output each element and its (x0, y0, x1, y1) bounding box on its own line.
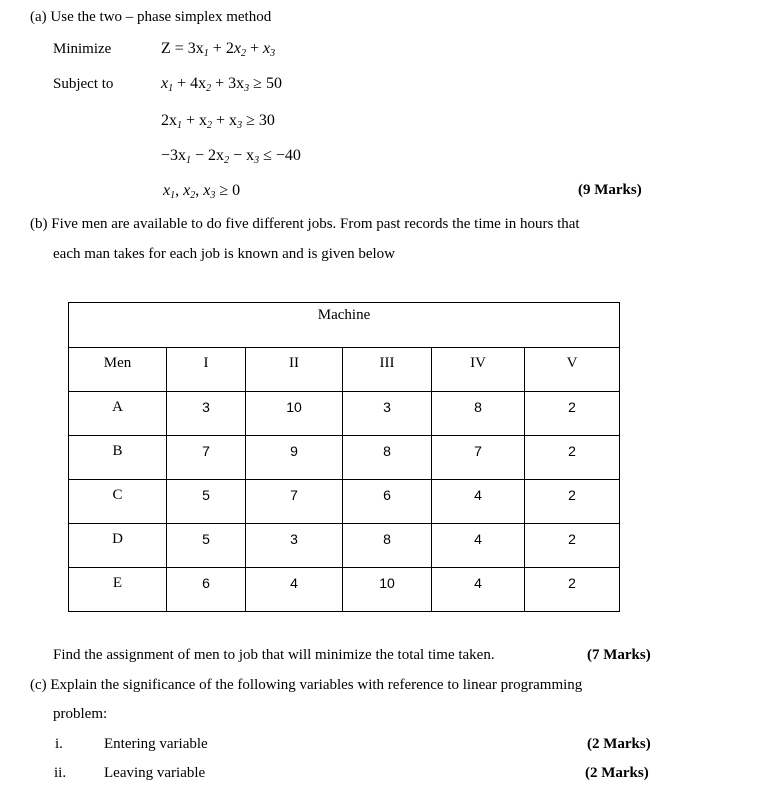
table-cell: 4 (432, 480, 525, 524)
constraint-2: $2x_1 + x_2 + x_3 \ge 30$ (161, 112, 275, 131)
item-number: ii. (54, 765, 67, 781)
header-men: Men (69, 348, 167, 392)
table-row (69, 524, 620, 568)
part-c-line1: (c) Explain the significance of the following variables with reference to linear programming (30, 677, 583, 693)
item-number: i. (55, 736, 63, 752)
assignment-table (68, 302, 620, 612)
table-cell: 7 (246, 480, 343, 524)
item-marks: (2 Marks) (587, 736, 651, 752)
item-text: Entering variable (104, 736, 208, 752)
objective-lhs: Z = 3x (161, 40, 204, 57)
table-cell: 8 (432, 392, 525, 436)
table-cell: 9 (246, 436, 343, 480)
table-row (69, 436, 620, 480)
table-cell: 3 (167, 392, 246, 436)
constraint-3: $-3x_1 - 2x_2 - x_3 \le -40$ (161, 147, 301, 166)
constraints-label: Subject to (53, 76, 114, 92)
table-cell: 10 (343, 568, 432, 612)
table-cell: 10 (246, 392, 343, 436)
table-cell: 3 (343, 392, 432, 436)
table-cell: 8 (343, 524, 432, 568)
table-cell: 7 (167, 436, 246, 480)
header-machine-ii: II (246, 348, 343, 392)
table-caption: Machine (69, 303, 620, 348)
part-c-line2: problem: (53, 706, 108, 722)
table-header-row (69, 348, 620, 392)
row-label: D (69, 524, 167, 568)
table-cell: 2 (525, 568, 620, 612)
part-b-question: Find the assignment of men to job that will minimize the total time taken. (53, 647, 495, 663)
table-cell: 6 (167, 568, 246, 612)
nonnegativity-constraint: $x_1$, $x_2$, $x_3 \ge 0$ (163, 182, 241, 201)
table-cell: 4 (432, 568, 525, 612)
item-text: Leaving variable (104, 765, 206, 781)
header-machine-i: I (167, 348, 246, 392)
table-row (69, 392, 620, 436)
table-cell: 2 (525, 480, 620, 524)
header-machine-iv: IV (432, 348, 525, 392)
constraint-1: $x_1 + 4x_2 + 3x_3 \ge 50$ (161, 75, 282, 94)
row-label: C (69, 480, 167, 524)
table-cell: 5 (167, 480, 246, 524)
header-machine-iii: III (343, 348, 432, 392)
table-cell: 4 (432, 524, 525, 568)
table-cell: 7 (432, 436, 525, 480)
header-machine-v: V (525, 348, 620, 392)
table-cell: 5 (167, 524, 246, 568)
part-b-line2: each man takes for each job is known and is given below (53, 246, 395, 262)
table-cell: 2 (525, 436, 620, 480)
part-a-marks: (9 Marks) (578, 182, 642, 198)
table-cell: 4 (246, 568, 343, 612)
row-label: B (69, 436, 167, 480)
table-cell: 6 (343, 480, 432, 524)
table-cell: 8 (343, 436, 432, 480)
table-cell: 2 (525, 392, 620, 436)
table-cell: 3 (246, 524, 343, 568)
part-b-marks: (7 Marks) (587, 647, 651, 663)
row-label: E (69, 568, 167, 612)
item-marks: (2 Marks) (585, 765, 649, 781)
table-row (69, 480, 620, 524)
table-cell: 2 (525, 524, 620, 568)
part-a-intro: (a) Use the two – phase simplex method (30, 9, 272, 25)
table-row (69, 568, 620, 612)
objective-label: Minimize (53, 41, 112, 57)
row-label: A (69, 392, 167, 436)
part-b-line1: (b) Five men are available to do five different jobs. From past records the time in hours that (30, 216, 580, 232)
objective-function: $Z = 3x_1 + 2x_2 + x_3$ (161, 40, 276, 59)
